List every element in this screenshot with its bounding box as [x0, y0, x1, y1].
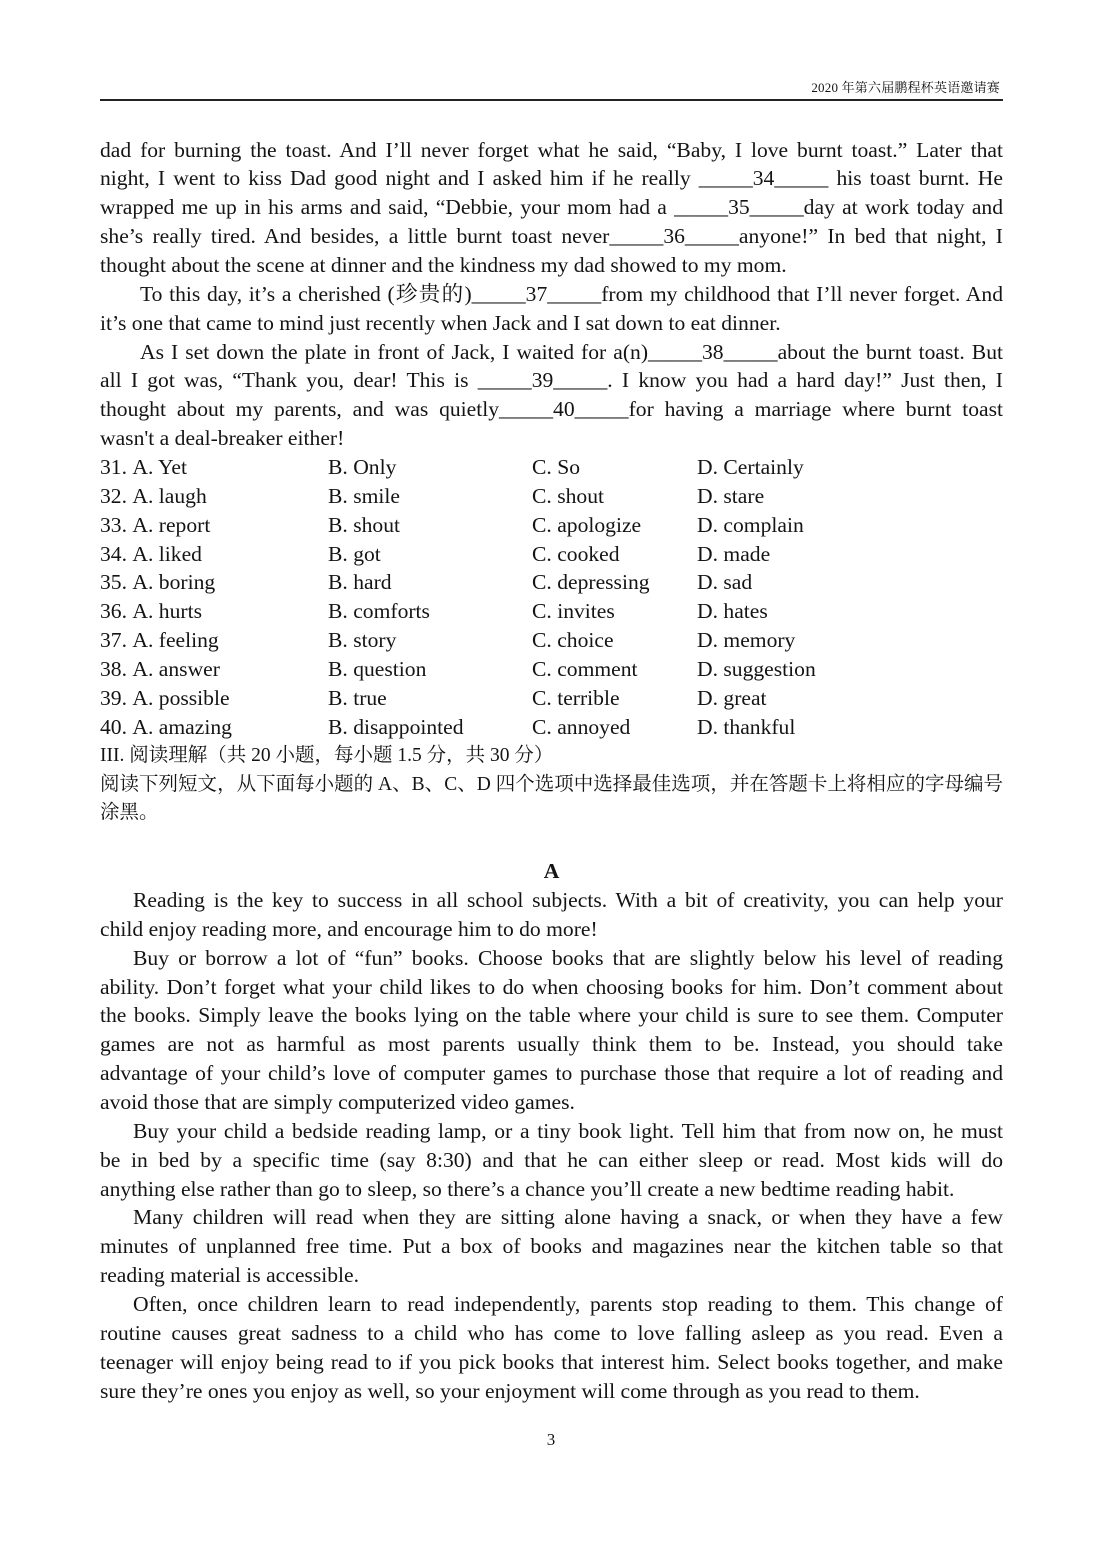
option-a: [100, 626, 219, 655]
text-line: games are not as harmful as most parents usually think them to be. Instead, you should take: [100, 1032, 1003, 1057]
option-a: [100, 597, 202, 626]
page-number: 3: [546, 1430, 556, 1449]
text-line: thought about the scene at dinner and the kindness my dad showed to my mom.: [100, 253, 787, 278]
text-line: the books. Simply leave the books lying on the table where your child is sure to see them. Computer: [100, 1003, 1003, 1028]
text-line: Buy or borrow a lot of “fun” books. Choose books that are slightly below his level of reading: [133, 945, 1003, 970]
section-heading-reading: [100, 742, 1003, 829]
passage-paragraph: [100, 1290, 1003, 1405]
text-line: wrapped me up in his arms and said, “Debbie, your mom had a _____35_____day at work today and: [100, 195, 1003, 220]
question-number: 33.: [100, 512, 127, 537]
question-number: 37.: [100, 628, 127, 653]
option-text: A. hurts: [132, 599, 202, 624]
option-b: B. disappointed: [328, 714, 464, 739]
option-text: A. report: [132, 512, 211, 537]
option-c: C. comment: [532, 657, 638, 682]
option-d: D. stare: [697, 483, 765, 508]
option-c: C. choice: [532, 628, 614, 653]
question-row: [100, 684, 1003, 713]
passage-title: A: [543, 859, 560, 884]
question-number: 39.: [100, 685, 127, 710]
option-d: D. memory: [697, 628, 796, 653]
question-number: 38.: [100, 657, 127, 682]
option-text: A. Yet: [132, 455, 187, 480]
question-row: [100, 597, 1003, 626]
option-b: B. smile: [328, 483, 400, 508]
text-line: wasn't a deal-breaker either!: [100, 426, 345, 451]
option-d: D. Certainly: [697, 455, 804, 480]
page-content: [100, 136, 1003, 1406]
option-d: D. complain: [697, 512, 804, 537]
question-row: [100, 655, 1003, 684]
text-line: she’s really tired. And besides, a little burnt toast never_____36_____anyone!” In bed that night, I: [100, 224, 1003, 249]
cloze-options: [100, 453, 1003, 742]
text-line: be in bed by a specific time (say 8:30) and that he can either sleep or read. Most kids will do: [100, 1147, 1003, 1172]
option-a: [100, 540, 202, 569]
option-d: D. hates: [697, 599, 768, 624]
option-c: C. invites: [532, 599, 615, 624]
text-line: routine causes great sadness to a child who has come to love falling asleep as you read. Even a: [100, 1320, 1003, 1345]
option-c: C. cooked: [532, 541, 620, 566]
question-row: [100, 540, 1003, 569]
text-line: all I got was, “Thank you, dear! This is _____39_____. I know you had a hard day!” Just then, I: [100, 368, 1003, 393]
option-a: [100, 684, 230, 713]
cloze-paragraph: [100, 136, 1003, 280]
option-b: B. story: [328, 628, 397, 653]
text-line: ability. Don’t forget what your child likes to do when choosing books for him. Don’t comment about: [100, 974, 1003, 999]
header-rule: [100, 99, 1003, 101]
question-row: [100, 626, 1003, 655]
passage-paragraph: [100, 1117, 1003, 1204]
text-line: it’s one that came to mind just recently when Jack and I sat down to eat dinner.: [100, 310, 781, 335]
question-row: [100, 482, 1003, 511]
blank-line: [100, 828, 1003, 857]
option-b: B. question: [328, 657, 427, 682]
option-d: D. great: [697, 685, 767, 710]
option-c: C. So: [532, 455, 581, 480]
option-b: B. true: [328, 685, 387, 710]
question-row: [100, 568, 1003, 597]
passage-paragraph: [100, 886, 1003, 944]
option-b: B. got: [328, 541, 381, 566]
option-a: [100, 482, 207, 511]
option-b: B. comforts: [328, 599, 430, 624]
text-line: reading material is accessible.: [100, 1263, 360, 1288]
text-line: As I set down the plate in front of Jack, I waited for a(n)_____38_____about the burnt toast. But: [140, 339, 1003, 364]
question-number: 36.: [100, 599, 127, 624]
section-instructions-line: 涂黑。: [100, 802, 159, 824]
passage-paragraph: [100, 1203, 1003, 1290]
text-line: minutes of unplanned free time. Put a box of books and magazines near the kitchen table so that: [100, 1234, 1003, 1259]
passage-a: [100, 857, 1003, 1405]
text-line: Many children will read when they are sitting alone having a snack, or when they have a few: [133, 1205, 1003, 1230]
cloze-paragraph: [100, 280, 1003, 338]
text-line: Buy your child a bedside reading lamp, or a tiny book light. Tell him that from now on, he must: [133, 1118, 1003, 1143]
option-text: A. feeling: [132, 628, 219, 653]
text-line: Often, once children learn to read independently, parents stop reading to them. This change of: [133, 1291, 1003, 1316]
option-b: B. shout: [328, 512, 400, 537]
text-line: anything else rather than go to sleep, so there’s a chance you’ll create a new bedtime reading habit.: [100, 1176, 955, 1201]
cloze-paragraph: [100, 338, 1003, 453]
option-a: [100, 713, 232, 742]
question-number: 40.: [100, 714, 127, 739]
option-d: D. sad: [697, 570, 753, 595]
text-line: avoid those that are simply computerized video games.: [100, 1089, 575, 1114]
question-number: 31.: [100, 455, 127, 480]
option-text: A. amazing: [132, 714, 232, 739]
option-d: D. suggestion: [697, 657, 816, 682]
passage-paragraph: [100, 944, 1003, 1117]
text-line: dad for burning the toast. And I’ll never forget what he said, “Baby, I love burnt toast.” Later that: [100, 137, 1003, 162]
section-instructions-line: 阅读下列短文，从下面每小题的 A、B、C、D 四个选项中选择最佳选项，并在答题卡上将相应的字母编号: [100, 773, 1003, 795]
option-a: [100, 453, 187, 482]
text-line: advantage of your child’s love of computer games to purchase those that require a lot of reading and: [100, 1061, 1003, 1086]
option-a: [100, 655, 220, 684]
question-number: 32.: [100, 483, 127, 508]
option-a: [100, 511, 210, 540]
text-line: night, I went to kiss Dad good night and I asked him if he really _____34_____ his toast burnt. He: [100, 166, 1003, 191]
question-row: [100, 713, 1003, 742]
option-c: C. annoyed: [532, 714, 631, 739]
option-d: D. thankful: [697, 714, 796, 739]
option-text: A. boring: [132, 570, 216, 595]
text-line: teenager will enjoy being read to if you pick books that interest him. Select books together, and make: [100, 1349, 1003, 1374]
text-line: sure they’re ones you enjoy as well, so your enjoyment will come through as you read to them.: [100, 1378, 920, 1403]
text-line: Reading is the key to success in all school subjects. With a bit of creativity, you can help your: [133, 887, 1003, 912]
option-d: D. made: [697, 541, 771, 566]
question-number: 34.: [100, 541, 127, 566]
option-b: B. hard: [328, 570, 392, 595]
text-line: child enjoy reading more, and encourage him to do more!: [100, 916, 598, 941]
text-line: To this day, it’s a cherished (珍贵的)_____37_____from my childhood that I’ll never forget. And: [140, 281, 1003, 306]
option-text: A. laugh: [132, 483, 207, 508]
option-c: C. apologize: [532, 512, 642, 537]
option-text: A. possible: [132, 685, 230, 710]
option-c: C. terrible: [532, 685, 620, 710]
question-row: [100, 511, 1003, 540]
option-c: C. shout: [532, 483, 604, 508]
option-text: A. answer: [132, 657, 220, 682]
option-text: A. liked: [132, 541, 202, 566]
question-row: [100, 453, 1003, 482]
option-a: [100, 568, 215, 597]
section-heading: III. 阅读理解（共 20 小题，每小题 1.5 分，共 30 分）: [100, 744, 554, 766]
option-c: C. depressing: [532, 570, 650, 595]
question-number: 35.: [100, 570, 127, 595]
text-line: thought about my parents, and was quietly_____40_____for having a marriage where burnt toast: [100, 397, 1003, 422]
running-header-title: 2020 年第六届鹏程杯英语邀请赛: [811, 80, 1000, 95]
option-b: B. Only: [328, 455, 397, 480]
